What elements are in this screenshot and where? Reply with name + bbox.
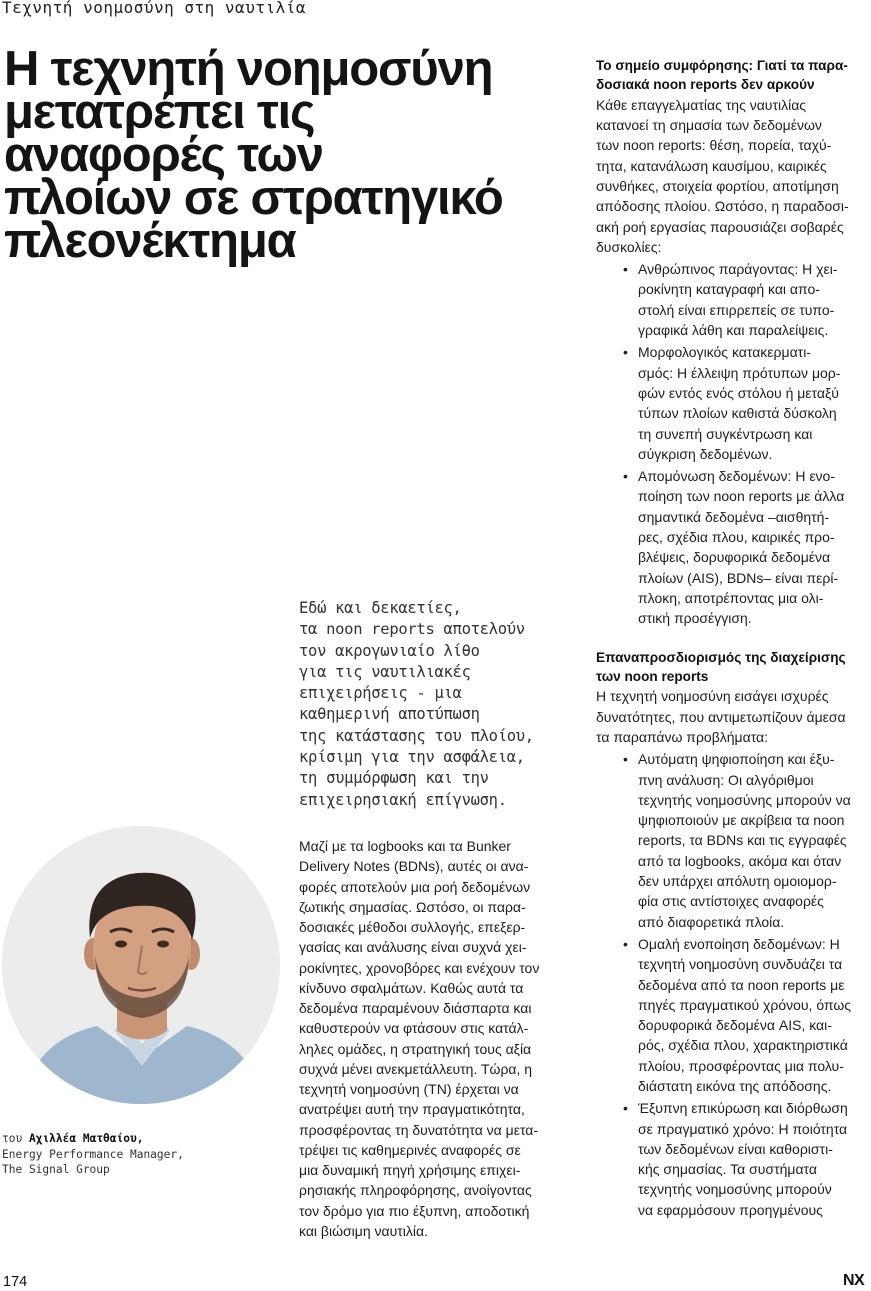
bullet-line: Απομόνωση δεδομένων: Η ενο- [638,468,836,485]
title-line: μετατρέπει τις [4,85,315,139]
bullet-line: τεχνητής νοημοσύνης μπορούν [638,1181,832,1198]
bullet-line: Ανθρώπινος παράγοντας: Η χει- [638,261,838,278]
body-line: των noon reports: θέση, πορεία, ταχύ- [596,137,832,154]
bullet-line: πλοκη, αποτρέποντας μια ολι- [638,589,824,606]
bullet-line: τύπων πλοίων καθιστά δύσκολη [638,405,837,422]
paragraph-redefinition [596,686,871,747]
bullet-line: να εφαρμόσουν προηγμένους [638,1201,823,1218]
paragraph-bottleneck [596,95,871,257]
bullet-line: πηγές πραγματικού χρόνου, όπως [638,996,852,1013]
intro-line: κρίσιμη για την ασφάλεια, [299,748,525,767]
title-line: Η τεχνητή νοημοσύνη [4,42,493,96]
body-line: κατανοεί τη σημασία των δεδομένων [596,117,822,134]
bullet-line: φία στις αντίστοιχες αναφορές [638,893,824,910]
bullet-line: γραφικά λάθη και παραλείψεις. [638,322,829,339]
body-column-middle [299,836,577,1241]
bullet-line: κής σημασίας. Τα συστήματα [638,1161,817,1178]
bullet-line: Ομαλή ενοποίηση δεδομένων: Η [638,935,840,952]
section-label: Τεχνητή νοημοσύνη στη ναυτιλία [2,0,306,17]
body-column-right [596,56,871,1220]
bullet-dot: • [623,1100,628,1117]
byline-name-line [2,1131,282,1147]
body-line: Η τεχνητή νοημοσύνη εισάγει ισχυρές [596,688,829,705]
body-line: δοσιακές μέθοδοι συλλογής, επεξερ- [299,919,526,935]
body-line: μια δυναμική πηγή χρήσιμης επιχει- [299,1162,521,1178]
bullet-line: τεχνητής νοημοσύνης μπορούν να [638,791,851,808]
bullet-line: δεδομένα από τα noon reports με [638,976,845,993]
bullet-line: των δεδομένων είναι καθοριστι- [638,1140,833,1157]
intro-line: τη συμμόρφωση και την [299,769,489,788]
bullet-line: από διαφορετικά πλοία. [638,913,785,930]
bullet-line: στική προσέγγιση. [638,610,752,627]
bullet-line: διάστατη εικόνα της απόδοσης. [638,1077,832,1094]
intro-line: καθημερινή αποτύπωση [299,705,480,724]
body-line: Delivery Notes (BDNs), αυτές οι ανα- [299,858,529,875]
subheading-redefinition [596,648,871,687]
body-line: και βιώσιμη ναυτιλία. [299,1222,428,1239]
bullet-dot: • [623,261,628,278]
title-line: πλεονέκτημα [4,214,296,268]
bullet-line: πλοίων (AIS), BDNs– είναι περί- [638,569,839,586]
body-line: τα παραπάνω προβλήματα: [596,728,769,745]
bullet-line: ψηφιοποιούν με ακρίβεια τα noon [638,812,845,829]
subheading-line: Επαναπροσδιορισμός της διαχείρισης [596,649,846,665]
bullet-line: σύγκριση δεδομένων. [638,445,773,462]
body-line: ακή ροή εργασίας παρουσιάζει σοβαρές [596,218,844,235]
body-line: Κάθε επαγγελματίας της ναυτιλίας [596,96,807,113]
bullet-line: σημαντικά δεδομένα –αισθητή- [638,508,830,525]
subheading-line: Το σημείο συμφόρησης: Γιατί τα παρα- [596,58,848,73]
author-name: Αχιλλέα Ματθαίου, [28,1132,144,1145]
article-title [4,42,564,268]
bullet-line: ροκίνητη καταγραφή και απο- [638,281,820,298]
bullet-dot: • [623,468,628,485]
body-line: συνθήκες, στοιχεία φορτίου, αποτίμηση [596,178,839,194]
body-line: ζωτικής σημασίας. Ωστόσο, οι παρα- [299,898,526,915]
body-line: συχνά μένει ανεκμετάλλευτη. Τώρα, η [299,1060,533,1077]
body-line: κίνδυνο σφαλμάτων. Καθώς αυτά τα [299,979,524,996]
body-line: τητα, κατανάλωση καυσίμου, καιρικές [596,157,827,174]
title-line: αναφορές των [4,128,323,182]
bullet-line: πλοίου, προσφέροντας μια πολυ- [638,1057,844,1074]
bullet-line: βλέψεις, δορυφορικά δεδομένα [638,549,831,566]
bullet-line: στολή είναι επιρρεπείς σε τυπο- [638,301,835,318]
body-line: Μαζί με τα logbooks και τα Bunker [299,838,511,854]
body-line: ροκίνητες, χρονοβόρες και ενέχουν τον [299,959,540,976]
subheading-bottleneck [596,56,871,95]
magazine-logo: NX [843,1272,865,1289]
page-number: 174 [3,1274,28,1290]
body-line: φορές αποτελούν μια ροή δεδομένων [299,878,531,895]
bullet-dot: • [623,935,628,952]
bullet-line: τεχνητή νοημοσύνη συνδυάζει τα [638,956,843,973]
bullet-line: πνη ανάλυση: Οι αλγόριθμοι [638,771,814,788]
bullet-line: reports, τα BDNs και τις εγγραφές [638,832,847,849]
bullet-item [596,749,871,932]
intro-line: τον ακρογωνιαίο λίθο [299,641,480,660]
title-line: πλοίων σε στρατηγικό [4,171,503,225]
bullet-item [596,466,871,628]
bullet-line: Μορφολογικός κατακερματι- [638,344,811,361]
bullet-line: σμός: Η έλλειψη πρότυπων μορ- [638,364,841,381]
body-line: προσφέροντας τη δυνατότητα να μετα- [299,1121,539,1138]
intro-line: επιχειρησιακή επίγνωση. [299,790,507,809]
body-line: απόδοσης πλοίου. Ωστόσο, η παραδοσι- [596,198,849,215]
bullet-line: ρες, σχέδια πλου, καιρικές προ- [638,529,835,546]
bullet-line: σε πραγματικό χρόνο: Η ποιότητα [638,1120,848,1137]
body-line: τρέψει τις καθημερινές αναφορές σε [299,1141,521,1158]
intro-line: για τις ναυτιλιακές [299,662,471,681]
body-line: δυνατότητες, που αντιμετωπίζουν άμεσα [596,708,846,725]
author-byline [2,1131,282,1178]
bullet-dot: • [623,751,628,768]
body-line: ρησιακής πληροφόρησης, ανοίγοντας [299,1182,532,1199]
bullet-item [596,1098,871,1220]
bullet-item [596,342,871,464]
bullet-line: φών εντός ενός στόλου ή μεταξύ [638,384,839,401]
subheading-line: των noon reports [596,668,709,684]
body-line: τεχνητή νοημοσύνη (ΤΝ) έρχεται να [299,1081,519,1097]
body-line: τον δρόμο για πιο έξυπνη, αποδοτική [299,1202,530,1219]
byline-prefix: του [2,1132,23,1145]
bullet-line: ποίηση των noon reports με άλλα [638,488,845,505]
author-photo [2,826,280,1104]
author-company: The Signal Group [2,1163,110,1176]
intro-line: επιχειρήσεις - μια [299,684,462,703]
bullet-line: ρός, σχέδια πλου, χαρακτηριστικά [638,1037,848,1054]
body-line: δυσκολίες: [596,238,662,255]
intro-line: Εδώ και δεκαετίες, [299,599,462,617]
body-line: ανατρέψει αυτή την πραγματικότητα, [299,1101,525,1118]
bullet-line: τη συνεπή συγκέντρωση και [638,425,813,442]
subheading-line: δοσιακά noon reports δεν αρκούν [596,77,815,93]
body-line: δεδομένα παραμένουν διάσπαρτα και [299,1000,532,1016]
bullet-dot: • [623,344,628,361]
author-role: Energy Performance Manager, [2,1147,184,1161]
body-line: γασίας και ανάλυσης είναι συχνά χει- [299,939,527,956]
intro-line: τα noon reports αποτελούν [299,620,525,639]
intro-pullquote [299,598,579,811]
bullet-line: Έξυπνη επικύρωση και διόρθωση [638,1100,848,1117]
bullet-line: δεν υπάρχει απόλυτη ομοιομορ- [638,873,837,890]
bullet-line: δορυφορικά δεδομένα AIS, και- [638,1017,832,1034]
body-line: καθυστερούν να φτάσουν στις κατάλ- [299,1020,529,1037]
bullet-line: Αυτόματη ψηφιοποίηση και έξυ- [638,751,835,768]
bullet-item [596,934,871,1096]
intro-line: της κατάστασης του πλοίου, [299,726,534,745]
bullet-item [596,259,871,340]
bullet-line: από τα logbooks, ακόμα και όταν [638,852,842,869]
body-line: ληλες ομάδες, η στρατηγική τους αξία [299,1040,532,1057]
